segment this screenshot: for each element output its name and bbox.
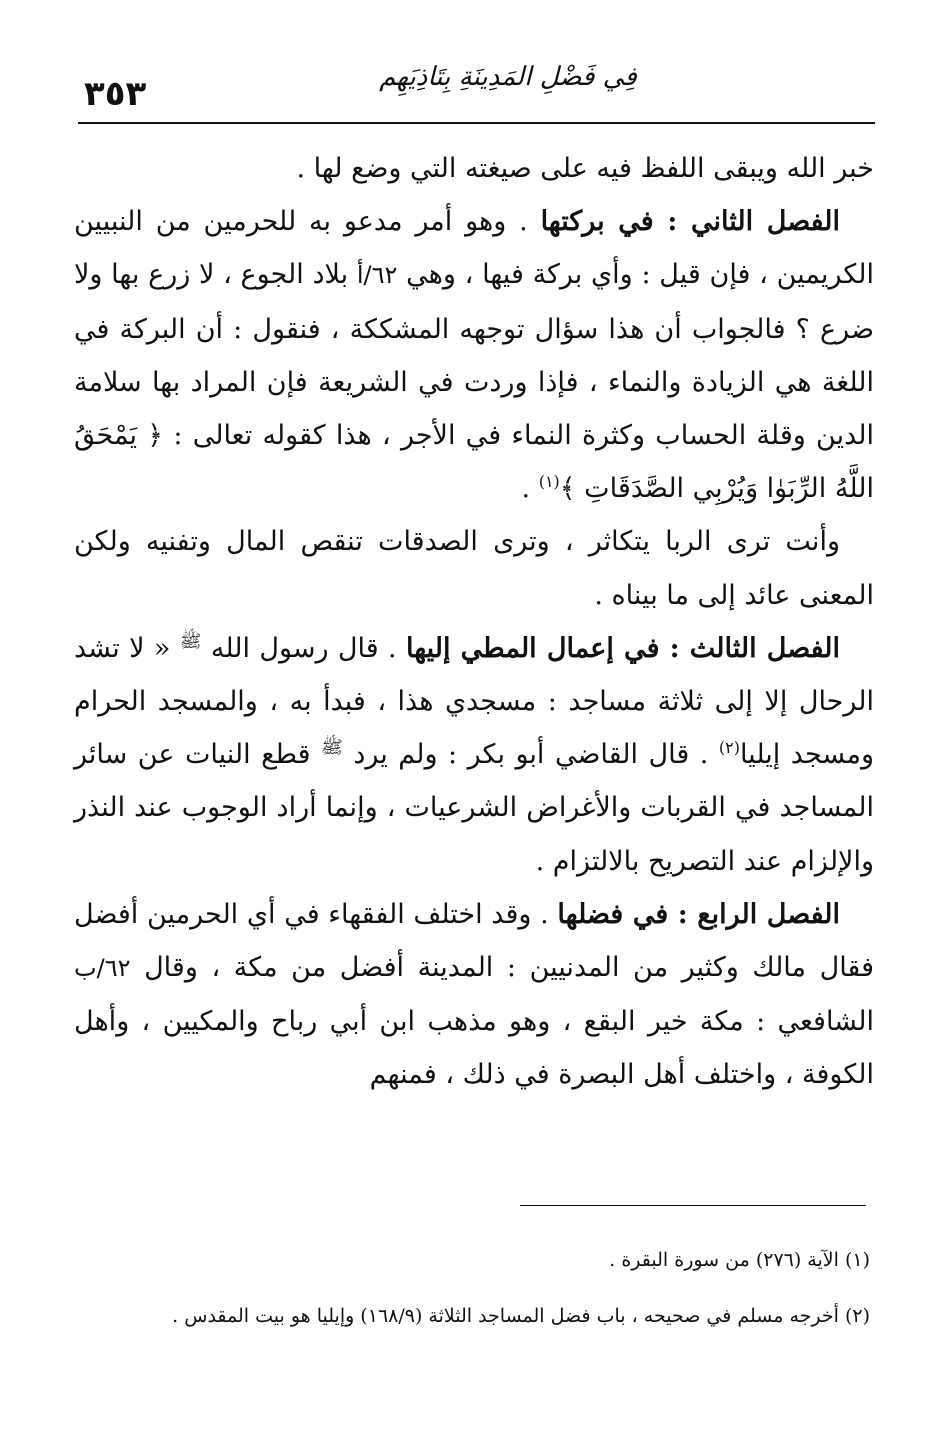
main-text: [74, 142, 874, 1102]
p4-text-d: قطع النيات عن سائر المساجد في القربات والأغراض الشرعيات ، وإنما أراد الوجوب عند النذر والإلزام عند التصريح بالالتزام .: [74, 739, 874, 877]
paragraph-2: [74, 195, 874, 515]
folio-marker-62a: ٦٢/أ: [356, 261, 398, 290]
paragraph-4: [74, 622, 874, 888]
p4-text-a: . قال رسول الله: [210, 632, 397, 664]
p5-text-a: . وقد اختلف الفقهاء في أي الحرمين أفضل فقال مالك وكثير من المدنيين : المدينة أفضل من مكة ، وقال: [74, 898, 874, 984]
footnote-ref-1: (١): [538, 472, 560, 492]
footnote-1: (١) الآية (٢٧٦) من سورة البقرة .: [609, 1249, 870, 1271]
quran-verse: ﴿ يَمْحَقُ اللَّهُ الرِّبَوٰا وَيُرْبِي الصَّدَقَاتِ ﴾: [74, 420, 874, 505]
header-rule: [78, 122, 875, 124]
p2-text-a: . وهو أمر مدعو به للحرمين من النبيين الكريمين ، فإن قيل : وأي بركة فيها ، وهي: [74, 206, 874, 291]
footnote-separator: [520, 1205, 866, 1206]
section-heading-4: الفصل الرابع : في فضلها: [557, 898, 841, 930]
honorific-glyph: ﷺ: [179, 630, 202, 652]
folio-marker-62b: ٦٢/ب: [74, 954, 131, 983]
section-heading-3: الفصل الثالث : في إعمال المطي إليها: [405, 632, 841, 664]
p2-end: .: [521, 473, 531, 505]
p4-text-b: « لا تشد الرحال إلا إلى ثلاثة مساجد : مسجدي هذا ، فبدأ به ، والمسجد الحرام ومسجد إيليا: [74, 632, 874, 771]
page-header: [78, 60, 875, 120]
p3-text: وأنت ترى الربا يتكاثر ، وترى الصدقات تنقص المال وتفنيه ولكن المعنى عائد إلى ما بيناه .: [74, 526, 874, 611]
page-number: ٣٥٣: [84, 74, 147, 114]
p5-text-b: الشافعي : مكة خير البقع ، وهو مذهب ابن أبي رباح والمكيين ، وأهل الكوفة ، واختلف أهل البصرة في ذلك ، فمنهم: [74, 1006, 874, 1091]
p1-text: خبر الله ويبقى اللفظ فيه على صيغته التي وضع لها .: [296, 153, 874, 184]
p4-text-c: . قال القاضي أبو بكر : ولم يرد: [353, 739, 709, 771]
paragraph-1: [74, 142, 874, 195]
footnotes: [70, 1232, 870, 1344]
footnote-2: (٢) أخرجه مسلم في صحيحه ، باب فضل المساجد الثلاثة (١٦٨/٩) وإيليا هو بيت المقدس .: [172, 1305, 870, 1327]
honorific-glyph: ﷺ: [321, 737, 343, 759]
section-heading-2: الفصل الثاني : في بركتها: [540, 206, 840, 238]
paragraph-3: [74, 515, 874, 621]
paragraph-5: [74, 888, 874, 1102]
footnote-ref-2: (٢): [718, 738, 740, 758]
running-title: فِي فَضْلِ المَدِينَةِ بِتَاذِيَهِم: [379, 62, 637, 92]
p2-text-b: بلاد الجوع ، لا زرع بها ولا ضرع ؟ فالجواب أن هذا سؤال توجهه المشككة ، فنقول : أن البركة في اللغة هي الزيادة والنماء ، فإذا وردت في الشريعة فإن المراد بها سلامة الدين وقلة الحساب وكثرة النماء في الأجر ، هذا كقوله تعالى :: [74, 259, 874, 452]
